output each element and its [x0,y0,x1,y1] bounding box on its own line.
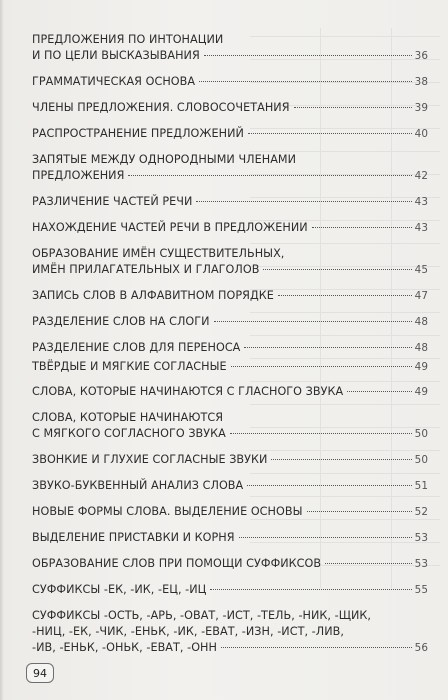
toc-entry-title: ЗВОНКИЕ И ГЛУХИЕ СОГЛАСНЫЕ ЗВУКИ [32,453,268,466]
toc-entry[interactable] [32,74,428,90]
dot-leader [204,55,412,56]
toc-entry-title: РАЗДЕЛЕНИЕ СЛОВ НА СЛОГИ [32,315,210,328]
toc-entry-title: СЛОВА, КОТОРЫЕ НАЧИНАЮТСЯ [32,411,224,424]
dot-leader [248,133,412,134]
dot-leader [128,175,411,176]
toc-entry[interactable] [32,410,428,442]
toc-line [32,582,428,598]
toc-line [32,168,428,184]
toc-line [32,48,428,64]
toc-line [32,640,428,656]
toc-entry[interactable] [32,608,428,656]
toc-entry[interactable] [32,220,428,236]
toc-line [32,314,428,330]
toc-entry-title: ОБРАЗОВАНИЕ ИМЁН СУЩЕСТВИТЕЛЬНЫХ, [32,247,285,260]
toc-line [32,194,428,210]
toc-page-number: 56 [414,642,428,654]
toc-page-number: 49 [414,361,428,373]
toc-page-number: 43 [414,196,428,208]
dot-leader [247,485,411,486]
toc-entry-title: РАЗЛИЧЕНИЕ ЧАСТЕЙ РЕЧИ [32,195,193,208]
toc-page-number: 51 [414,480,428,492]
toc-page-number: 50 [414,454,428,466]
toc-entry-title: ТВЁРДЫЕ И МЯГКИЕ СОГЛАСНЫЕ [32,360,227,373]
dot-leader [196,201,411,202]
toc-entry[interactable] [32,126,428,142]
toc-entry-title: ЗВУКО-БУКВЕННЫЙ АНАЛИЗ СЛОВА [32,479,244,492]
toc-entry[interactable] [32,478,428,494]
toc-entry-title: ЧЛЕНЫ ПРЕДЛОЖЕНИЯ. СЛОВОСОЧЕТАНИЯ [32,101,290,114]
page-edge-shadow [0,0,4,700]
toc-line [32,624,428,640]
toc-entry[interactable] [32,194,428,210]
dot-leader [307,511,412,512]
toc-line [32,410,428,426]
dot-leader [325,563,412,564]
page-number-badge [26,663,54,683]
toc-line [32,74,428,90]
toc-page-number: 50 [414,428,428,440]
toc-line [32,426,428,442]
toc-page-number: 38 [414,76,428,88]
toc-entry[interactable] [32,530,428,546]
toc-page-number: 45 [414,264,428,276]
toc-line [32,384,428,400]
toc-entry-title: ГРАММАТИЧЕСКАЯ ОСНОВА [32,75,196,88]
toc-line [32,478,428,494]
toc-entry[interactable] [32,246,428,278]
toc-page-number: 48 [414,342,428,354]
toc-entry-title: И ПО ЦЕЛИ ВЫСКАЗЫВАНИЯ [32,49,200,62]
toc-line [32,262,428,278]
toc-line [32,100,428,116]
toc-entry-title: -ИВ, -ЕНЬК, -ОНЬК, -ЕВАТ, -ОНН [32,641,217,654]
dot-leader [221,647,412,648]
dot-leader [294,107,412,108]
toc-entry-title: С МЯГКОГО СОГЛАСНОГО ЗВУКА [32,427,226,440]
toc-entry[interactable] [32,452,428,468]
toc-entry[interactable] [32,556,428,572]
toc-entry[interactable] [32,504,428,520]
toc-line [32,288,428,304]
dot-leader [214,321,412,322]
toc-entry-title: ОБРАЗОВАНИЕ СЛОВ ПРИ ПОМОЩИ СУФФИКСОВ [32,557,322,570]
toc-entry-title: СУФФИКСЫ -ОСТЬ, -АРЬ, -ОВАТ, -ИСТ, -ТЕЛЬ, -НИК, -ЩИК, [32,609,372,622]
toc-entry-title: ЗАПИСЬ СЛОВ В АЛФАВИТНОМ ПОРЯДКЕ [32,289,274,302]
dot-leader [231,366,412,367]
toc-entry[interactable] [32,384,428,400]
dot-leader [278,295,412,296]
toc-line [32,220,428,236]
toc-page-number: 49 [414,386,428,398]
toc-line [32,504,428,520]
toc-entry-title: ВЫДЕЛЕНИЕ ПРИСТАВКИ И КОРНЯ [32,531,235,544]
table-of-contents [32,32,428,654]
page-number: 94 [33,666,47,680]
toc-entry[interactable] [32,359,428,375]
toc-entry-title: СЛОВА, КОТОРЫЕ НАЧИНАЮТСЯ С ГЛАСНОГО ЗВУКА [32,385,344,398]
toc-entry[interactable] [32,100,428,116]
toc-entry-title: РАЗДЕЛЕНИЕ СЛОВ ДЛЯ ПЕРЕНОСА [32,341,241,354]
toc-page-number: 40 [414,128,428,140]
toc-entry-title: СУФФИКСЫ -ЕК, -ИК, -ЕЦ, -ИЦ [32,583,207,596]
dot-leader [230,433,412,434]
toc-page-number: 53 [414,558,428,570]
toc-entry-title: РАСПРОСТРАНЕНИЕ ПРЕДЛОЖЕНИЙ [32,127,244,140]
toc-page-number: 48 [414,316,428,328]
dot-leader [210,589,411,590]
toc-line [32,340,428,356]
dot-leader [271,459,411,460]
toc-entry[interactable] [32,288,428,304]
dot-leader [347,391,412,392]
toc-page-number: 39 [414,102,428,114]
toc-page-number: 42 [414,170,428,182]
toc-page-number: 53 [414,532,428,544]
toc-line [32,32,428,48]
dot-leader [244,347,411,348]
toc-entry-title: ЗАПЯТЫЕ МЕЖДУ ОДНОРОДНЫМИ ЧЛЕНАМИ [32,153,297,166]
toc-entry-title: ИМЁН ПРИЛАГАТЕЛЬНЫХ И ГЛАГОЛОВ [32,263,260,276]
toc-entry-title: НАХОЖДЕНИЕ ЧАСТЕЙ РЕЧИ В ПРЕДЛОЖЕНИИ [32,221,308,234]
toc-line [32,556,428,572]
dot-leader [239,537,412,538]
toc-line [32,608,428,624]
toc-entry[interactable] [32,582,428,598]
toc-entry-title: НОВЫЕ ФОРМЫ СЛОВА. ВЫДЕЛЕНИЕ ОСНОВЫ [32,505,303,518]
toc-page-number: 43 [414,222,428,234]
toc-line [32,152,428,168]
toc-entry[interactable] [32,32,428,64]
toc-line [32,246,428,262]
toc-line [32,359,428,375]
toc-entry[interactable] [32,314,428,330]
toc-page-number: 55 [414,584,428,596]
dot-leader [263,269,411,270]
dot-leader [312,227,412,228]
toc-entry-title: -НИЦ, -ЕК, -ЧИК, -ЕНЬК, -ИК, -ЕВАТ, -ИЗН, -ИСТ, -ЛИВ, [32,625,344,638]
toc-page-number: 47 [414,290,428,302]
toc-entry[interactable] [32,152,428,184]
toc-page-number: 52 [414,506,428,518]
toc-entry[interactable] [32,340,428,356]
toc-entry-title: ПРЕДЛОЖЕНИЯ ПО ИНТОНАЦИИ [32,33,224,46]
toc-page-number: 36 [414,50,428,62]
toc-line [32,126,428,142]
dot-leader [199,81,412,82]
toc-line [32,452,428,468]
toc-entry-title: ПРЕДЛОЖЕНИЯ [32,169,125,182]
toc-line [32,530,428,546]
